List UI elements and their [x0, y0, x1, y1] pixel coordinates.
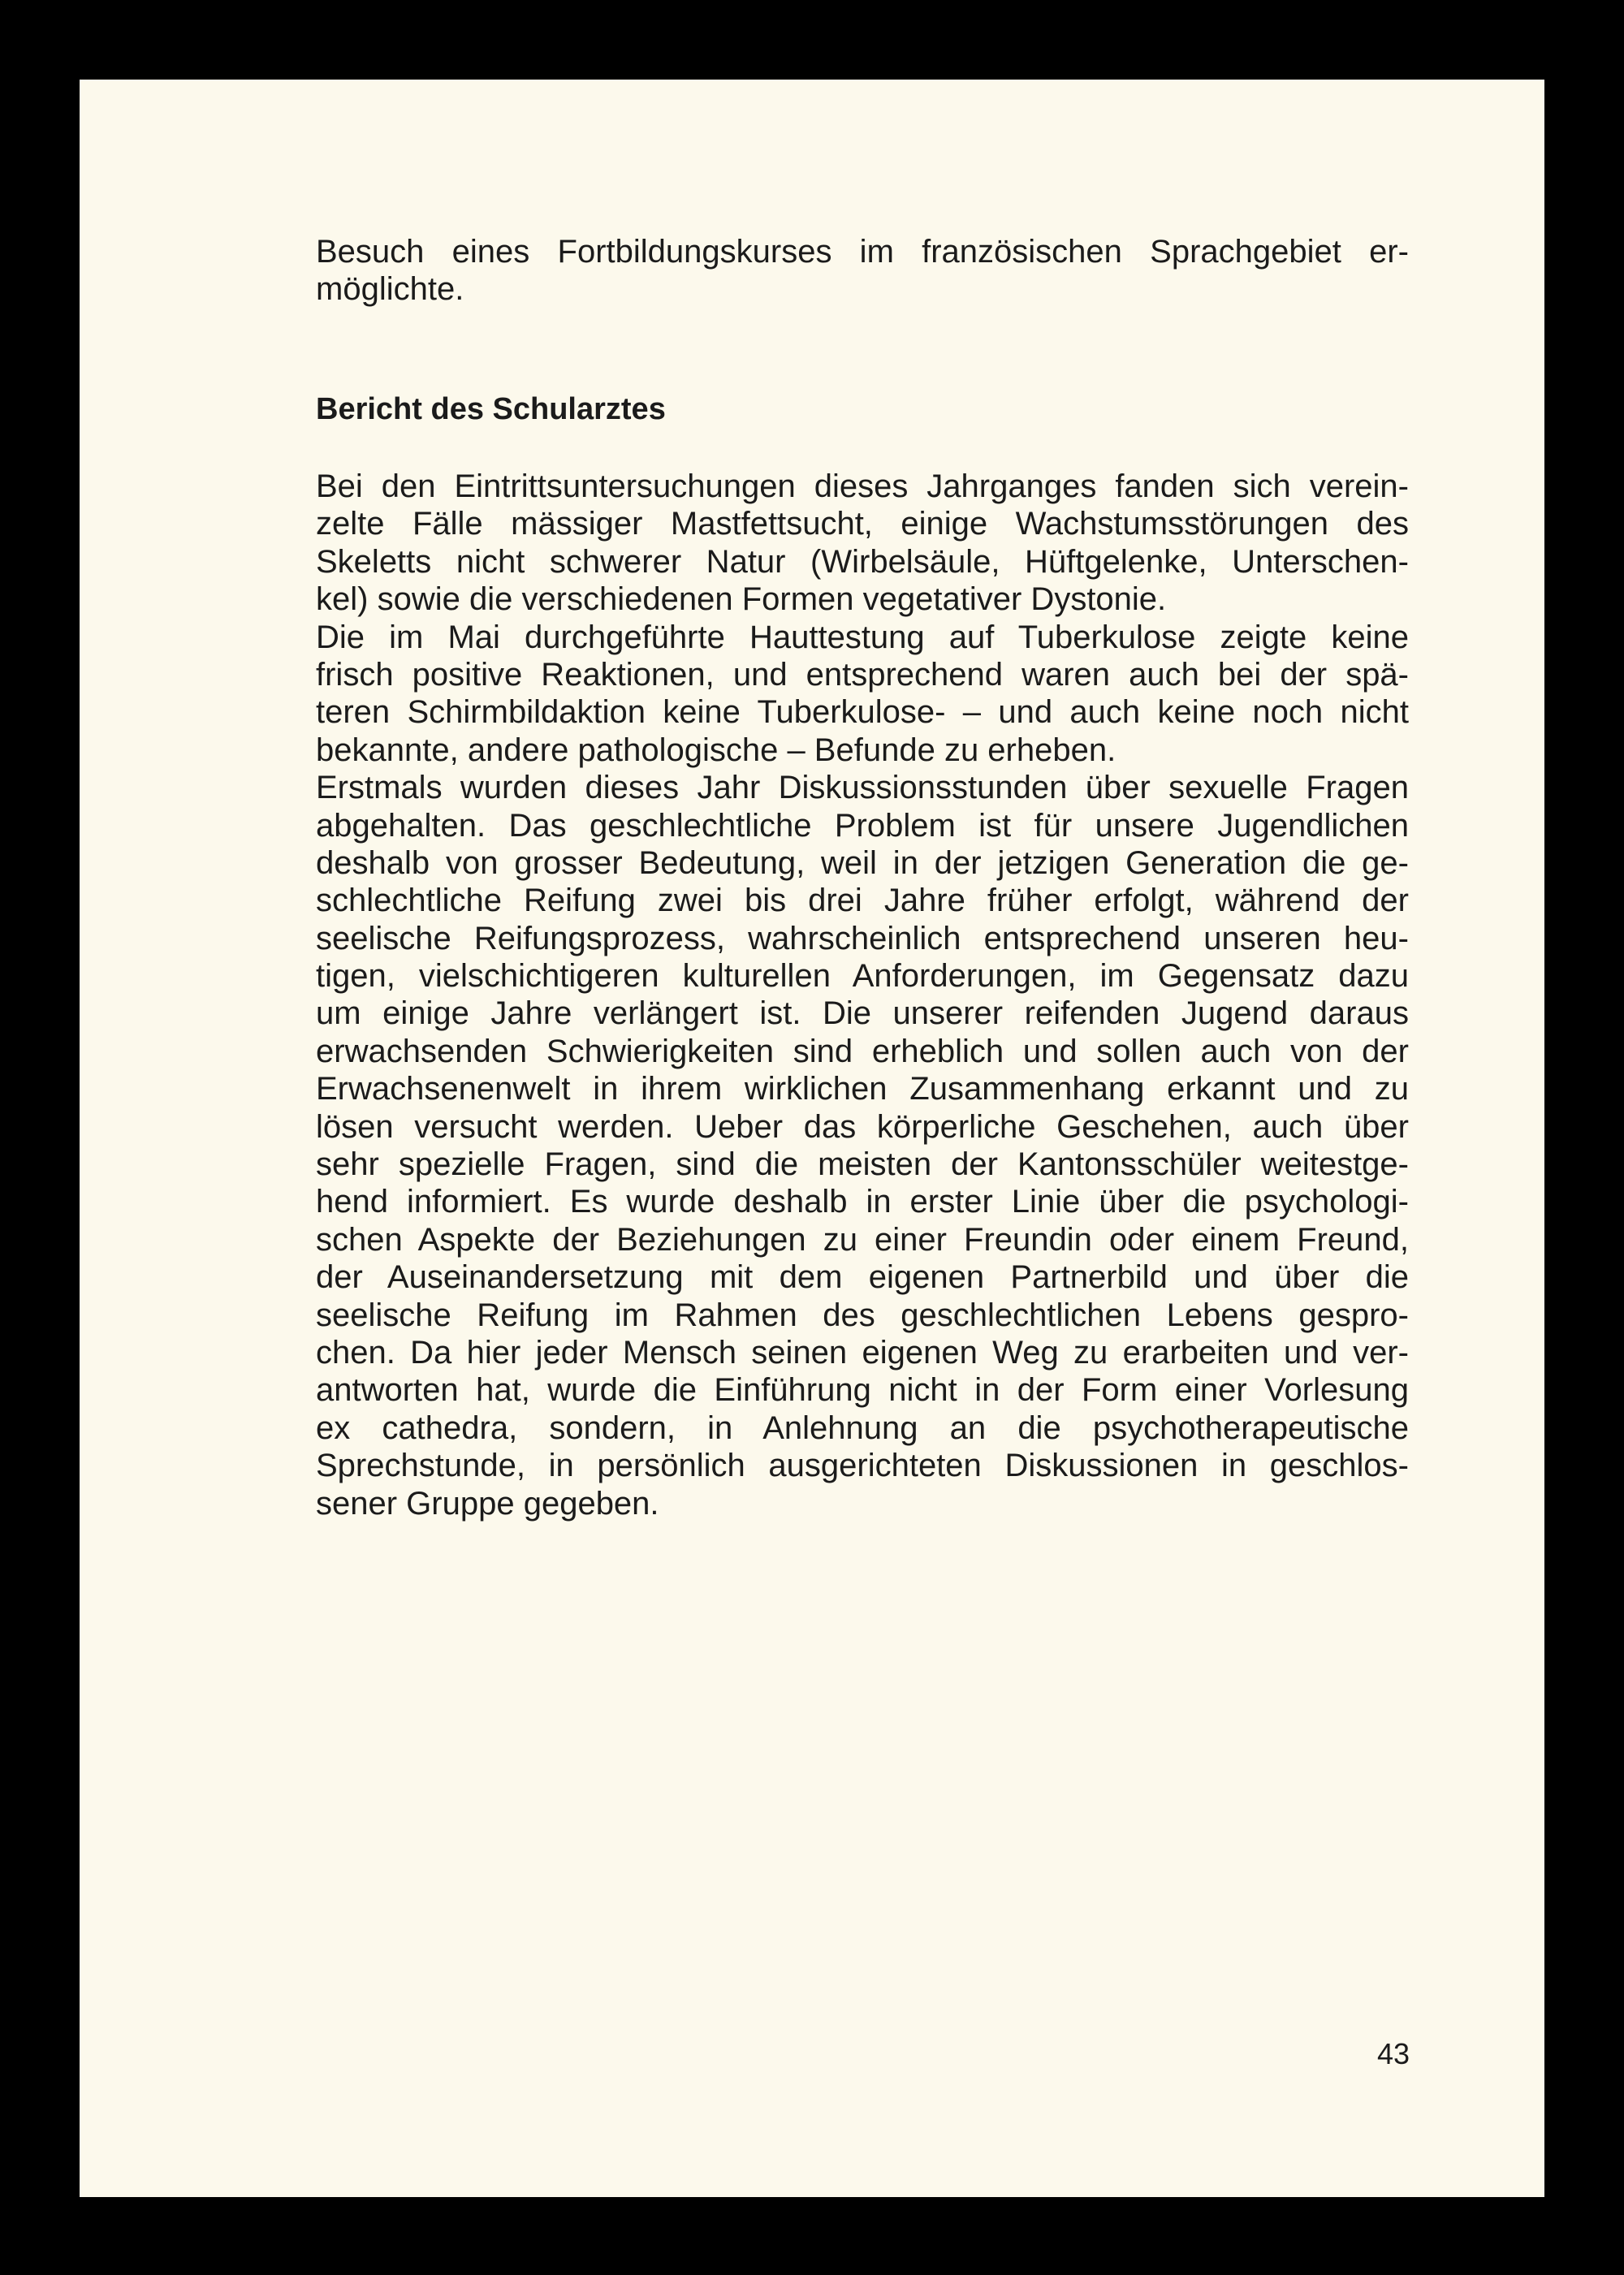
text-line: tigen, vielschichtigeren kulturellen Anforderungen, im Gegensatz dazu: [316, 958, 1409, 995]
text-line: Skeletts nicht schwerer Natur (Wirbelsäule, Hüftgelenke, Unterschen-: [316, 543, 1409, 580]
text-line: ex cathedra, sondern, in Anlehnung an die psychotherapeutische: [316, 1409, 1409, 1446]
text-line: frisch positive Reaktionen, und entsprechend waren auch bei der spä-: [316, 656, 1409, 693]
text-line: Sprechstunde, in persönlich ausgerichteten Diskussionen in geschlos-: [316, 1448, 1409, 1484]
body-text: [316, 468, 1409, 1522]
text-line: Bei den Eintrittsuntersuchungen dieses Jahrganges fanden sich verein-: [316, 468, 1409, 504]
text-line: sehr spezielle Fragen, sind die meisten der Kantonsschüler weitestge-: [316, 1146, 1409, 1183]
text-line: kel) sowie die verschiedenen Formen vegetativer Dystonie.: [316, 581, 1167, 618]
text-line: antworten hat, wurde die Einführung nicht in der Form einer Vorlesung: [316, 1372, 1409, 1409]
intro-paragraph: [316, 233, 1409, 309]
text-line: möglichte.: [316, 271, 464, 308]
section-heading: Bericht des Schularztes: [316, 392, 666, 426]
text-line: bekannte, andere pathologische – Befunde zu erheben.: [316, 732, 1116, 768]
text-line: um einige Jahre verlängert ist. Die unserer reifenden Jugend daraus: [316, 995, 1409, 1032]
page-number: 43: [1377, 2037, 1410, 2070]
text-line: lösen versucht werden. Ueber das körperliche Geschehen, auch über: [316, 1108, 1409, 1145]
text-line: hend informiert. Es wurde deshalb in erster Linie über die psychologi-: [316, 1184, 1409, 1220]
text-line: deshalb von grosser Bedeutung, weil in der jetzigen Generation die ge-: [316, 844, 1409, 881]
text-line: sener Gruppe gegeben.: [316, 1485, 659, 1522]
text-line: zelte Fälle mässiger Mastfettsucht, einige Wachstumsstörungen des: [316, 506, 1409, 542]
text-line: Erwachsenenwelt in ihrem wirklichen Zusammenhang erkannt und zu: [316, 1071, 1409, 1107]
text-line: seelische Reifung im Rahmen des geschlechtlichen Lebens gespro-: [316, 1297, 1409, 1333]
text-line: schlechtliche Reifung zwei bis drei Jahre früher erfolgt, während der: [316, 883, 1409, 919]
text-line: Erstmals wurden dieses Jahr Diskussionsstunden über sexuelle Fragen: [316, 770, 1409, 806]
text-line: seelische Reifungsprozess, wahrscheinlich entsprechend unseren heu-: [316, 920, 1409, 956]
text-line: Die im Mai durchgeführte Hauttestung auf Tuberkulose zeigte keine: [316, 619, 1409, 655]
text-line: erwachsenden Schwierigkeiten sind erheblich und sollen auch von der: [316, 1033, 1409, 1069]
text-line: der Auseinandersetzung mit dem eigenen Partnerbild und über die: [316, 1259, 1409, 1296]
text-line: schen Aspekte der Beziehungen zu einer Freundin oder einem Freund,: [316, 1221, 1409, 1258]
text-line: Besuch eines Fortbildungskurses im französischen Sprachgebiet er-: [316, 234, 1409, 270]
document-page: [80, 80, 1544, 2197]
text-line: chen. Da hier jeder Mensch seinen eigenen Weg zu erarbeiten und ver-: [316, 1334, 1409, 1371]
text-line: teren Schirmbildaktion keine Tuberkulose- – und auch keine noch nicht: [316, 694, 1409, 731]
text-line: abgehalten. Das geschlechtliche Problem ist für unsere Jugendlichen: [316, 807, 1409, 844]
